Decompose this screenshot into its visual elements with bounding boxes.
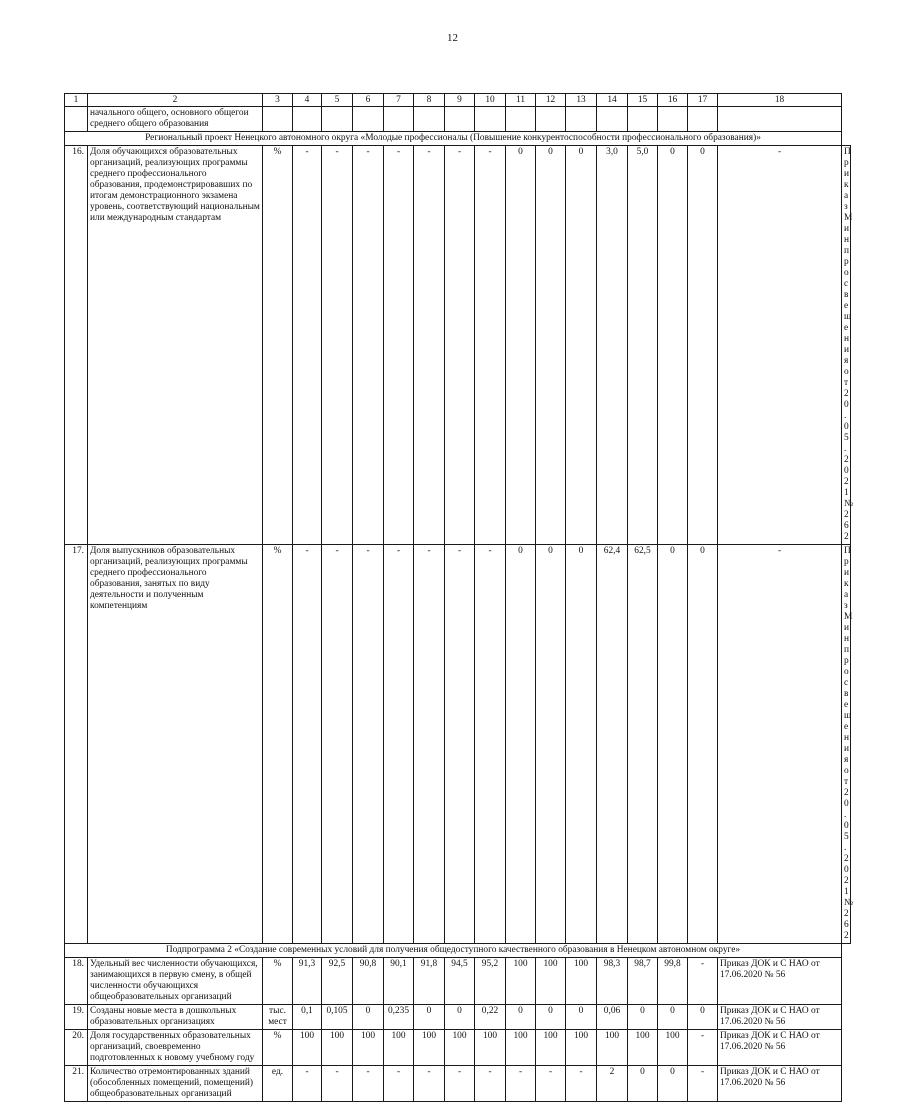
source-cell: Приказ ДОК и С НАО от 17.06.2020 № 56 <box>718 1030 842 1066</box>
value-cell: 100 <box>293 1030 322 1066</box>
value-cell: 94,5 <box>445 958 475 1005</box>
source-cell: Приказ Минпросвещения от 20.05.2021 № 262 <box>842 146 851 545</box>
empty-cell <box>353 107 384 132</box>
value-cell: 0 <box>658 146 688 545</box>
indicator-name: Созданы новые места в дошкольных образовательных организациях <box>88 1005 263 1030</box>
value-cell: - <box>353 545 384 944</box>
value-cell: - <box>353 1066 384 1102</box>
value-cell: 0 <box>658 545 688 944</box>
header-cell: 4 <box>293 94 322 107</box>
value-cell: 90,1 <box>384 958 414 1005</box>
value-cell: 0 <box>566 545 597 944</box>
value-cell: 0 <box>506 545 536 944</box>
header-cell: 17 <box>688 94 718 107</box>
empty-cell <box>658 107 688 132</box>
empty-cell <box>414 107 445 132</box>
unit-cell: тыс. мест <box>263 1005 293 1030</box>
unit-cell: % <box>263 1030 293 1066</box>
empty-cell <box>536 107 566 132</box>
empty-cell <box>384 107 414 132</box>
value-cell: 0 <box>628 1066 658 1102</box>
value-cell: - <box>475 146 506 545</box>
empty-cell <box>597 107 628 132</box>
indicator-name: Доля государственных образовательных организаций, своевременно подготовленных к новому учебному году <box>88 1030 263 1066</box>
unit-cell: % <box>263 958 293 1005</box>
row-number: 16. <box>65 146 88 545</box>
page-number: 12 <box>447 32 458 44</box>
value-cell: 98,7 <box>628 958 658 1005</box>
header-cell: 12 <box>536 94 566 107</box>
value-cell: 100 <box>384 1030 414 1066</box>
table-row <box>65 545 851 944</box>
section-title: Региональный проект Ненецкого автономного округа «Молодые профессионалы (Повышение конкурентоспособности профессионального образования)» <box>65 132 842 146</box>
value-cell: 0 <box>688 1005 718 1030</box>
header-cell: 3 <box>263 94 293 107</box>
value-cell: 0 <box>628 1005 658 1030</box>
value-cell: 2 <box>597 1066 628 1102</box>
table-row <box>65 958 851 1005</box>
empty-cell <box>718 107 842 132</box>
value-cell: 0,22 <box>475 1005 506 1030</box>
indicator-name: Доля выпускников образовательных организаций, реализующих программы среднего профессионального образования, занятых по виду деятельности и полученным компетенциям <box>88 545 263 944</box>
value-cell: 62,5 <box>628 545 658 944</box>
row-number: 19. <box>65 1005 88 1030</box>
indicator-name: начального общего, основного общегои среднего общего образования <box>88 107 263 132</box>
value-cell: - <box>414 1066 445 1102</box>
value-cell: 0 <box>414 1005 445 1030</box>
value-cell: - <box>322 545 353 944</box>
value-cell: 0,06 <box>597 1005 628 1030</box>
value-cell: 100 <box>658 1030 688 1066</box>
value-cell: 100 <box>536 958 566 1005</box>
value-cell: 100 <box>597 1030 628 1066</box>
header-cell: 1 <box>65 94 88 107</box>
header-cell: 2 <box>88 94 263 107</box>
table-row <box>65 146 851 545</box>
value-cell: 5,0 <box>628 146 658 545</box>
value-cell: - <box>414 545 445 944</box>
value-cell: - <box>566 1066 597 1102</box>
value-cell: - <box>688 1066 718 1102</box>
indicator-name: Удельный вес численности обучающихся, занимающихся в первую смену, в общей численности обучающихся общеобразовательных организаций <box>88 958 263 1005</box>
source-cell: Приказ ДОК и С НАО от 17.06.2020 № 56 <box>718 1005 842 1030</box>
value-cell: 99,8 <box>658 958 688 1005</box>
empty-cell <box>688 107 718 132</box>
empty-cell <box>263 107 293 132</box>
value-cell: - <box>414 146 445 545</box>
value-cell: 0,105 <box>322 1005 353 1030</box>
indicator-table <box>64 93 851 1102</box>
value-cell: - <box>293 1066 322 1102</box>
header-cell: 7 <box>384 94 414 107</box>
value-cell: - <box>293 545 322 944</box>
value-cell: 100 <box>566 1030 597 1066</box>
value-cell: 100 <box>353 1030 384 1066</box>
value-cell: - <box>384 1066 414 1102</box>
value-cell: - <box>718 146 842 545</box>
section-row <box>65 944 851 958</box>
value-cell: - <box>384 146 414 545</box>
value-cell: 0 <box>658 1066 688 1102</box>
section-title: Подпрограмма 2 «Создание современных условий для получения общедоступного качественного образования в Ненецком автономном округе» <box>65 944 842 958</box>
empty-cell <box>475 107 506 132</box>
row-number <box>65 107 88 132</box>
value-cell: 3,0 <box>597 146 628 545</box>
value-cell: 0 <box>658 1005 688 1030</box>
value-cell: 100 <box>414 1030 445 1066</box>
header-row <box>65 94 851 107</box>
value-cell: 90,8 <box>353 958 384 1005</box>
value-cell: 0 <box>506 1005 536 1030</box>
header-cell: 9 <box>445 94 475 107</box>
value-cell: 0 <box>536 1005 566 1030</box>
value-cell: 0 <box>566 1005 597 1030</box>
empty-cell <box>445 107 475 132</box>
row-number: 18. <box>65 958 88 1005</box>
value-cell: - <box>536 1066 566 1102</box>
value-cell: 100 <box>536 1030 566 1066</box>
value-cell: 0 <box>688 146 718 545</box>
unit-cell: % <box>263 146 293 545</box>
value-cell: 100 <box>628 1030 658 1066</box>
empty-cell <box>322 107 353 132</box>
empty-cell <box>293 107 322 132</box>
value-cell: 91,8 <box>414 958 445 1005</box>
header-cell: 5 <box>322 94 353 107</box>
value-cell: 0 <box>506 146 536 545</box>
value-cell: 100 <box>445 1030 475 1066</box>
table-row <box>65 1030 851 1066</box>
value-cell: 100 <box>506 1030 536 1066</box>
value-cell: 0 <box>536 545 566 944</box>
value-cell: 98,3 <box>597 958 628 1005</box>
value-cell: 95,2 <box>475 958 506 1005</box>
value-cell: 100 <box>506 958 536 1005</box>
value-cell: 100 <box>566 958 597 1005</box>
section-row <box>65 132 851 146</box>
value-cell: - <box>322 146 353 545</box>
empty-cell <box>506 107 536 132</box>
value-cell: 0 <box>566 146 597 545</box>
header-cell: 10 <box>475 94 506 107</box>
value-cell: - <box>475 1066 506 1102</box>
value-cell: - <box>322 1066 353 1102</box>
value-cell: 100 <box>475 1030 506 1066</box>
header-cell: 11 <box>506 94 536 107</box>
value-cell: 92,5 <box>322 958 353 1005</box>
value-cell: - <box>688 958 718 1005</box>
value-cell: 0 <box>688 545 718 944</box>
table-row <box>65 1005 851 1030</box>
value-cell: 62,4 <box>597 545 628 944</box>
row-number: 20. <box>65 1030 88 1066</box>
source-cell: Приказ ДОК и С НАО от 17.06.2020 № 56 <box>718 958 842 1005</box>
value-cell: - <box>293 146 322 545</box>
value-cell: 0 <box>353 1005 384 1030</box>
value-cell: - <box>445 1066 475 1102</box>
value-cell: - <box>718 545 842 944</box>
value-cell: - <box>353 146 384 545</box>
value-cell: - <box>384 545 414 944</box>
value-cell: 0,235 <box>384 1005 414 1030</box>
source-cell: Приказ Минпросвещения от 20.05.2021 № 262 <box>842 545 851 944</box>
value-cell: - <box>445 545 475 944</box>
value-cell: 0 <box>445 1005 475 1030</box>
value-cell: 100 <box>322 1030 353 1066</box>
header-cell: 15 <box>628 94 658 107</box>
value-cell: - <box>688 1030 718 1066</box>
value-cell: 0 <box>536 146 566 545</box>
value-cell: 91,3 <box>293 958 322 1005</box>
empty-cell <box>566 107 597 132</box>
header-cell: 16 <box>658 94 688 107</box>
header-cell: 14 <box>597 94 628 107</box>
value-cell: 0,1 <box>293 1005 322 1030</box>
row-number: 21. <box>65 1066 88 1102</box>
header-cell: 13 <box>566 94 597 107</box>
indicator-name: Количество отремонтированных зданий (обособленных помещений, помещений) общеобразовательных организаций <box>88 1066 263 1102</box>
row-number: 17. <box>65 545 88 944</box>
value-cell: - <box>475 545 506 944</box>
header-cell: 18 <box>718 94 842 107</box>
source-cell: Приказ ДОК и С НАО от 17.06.2020 № 56 <box>718 1066 842 1102</box>
table-row <box>65 1066 851 1102</box>
indicator-name: Доля обучающихся образовательных организаций, реализующих программы среднего профессионального образования, продемонстрировавших по итогам демонстрационного экзамена уровень, соответствующий национальным или международным стандартам <box>88 146 263 545</box>
empty-cell <box>628 107 658 132</box>
header-cell: 8 <box>414 94 445 107</box>
header-cell: 6 <box>353 94 384 107</box>
value-cell: - <box>445 146 475 545</box>
unit-cell: ед. <box>263 1066 293 1102</box>
table-row <box>65 107 851 132</box>
unit-cell: % <box>263 545 293 944</box>
value-cell: - <box>506 1066 536 1102</box>
